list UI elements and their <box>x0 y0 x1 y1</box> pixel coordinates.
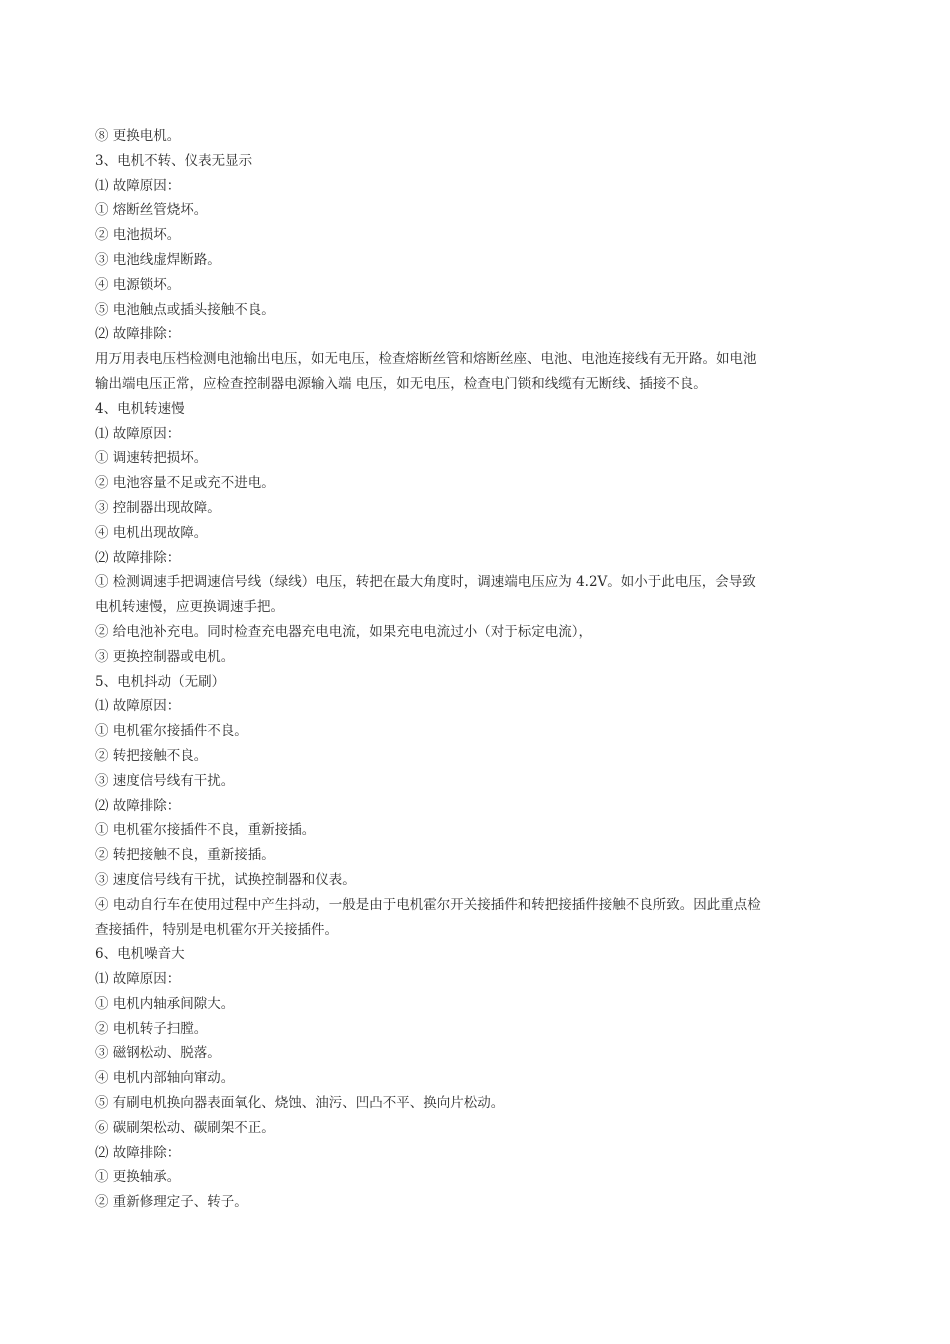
text-line: ⑴ 故障原因： <box>95 971 181 988</box>
text-line: ⑧ 更换电机。 <box>95 128 181 144</box>
text-line: ① 检测调速手把调速信号线（绿线）电压，转把在最大角度时，调速端电压应为 4.2V。如小于此电压，会导致 <box>95 574 756 591</box>
text-line: ② 电池容量不足或充不进电。 <box>95 475 275 492</box>
text-line: ① 调速转把损坏。 <box>95 450 208 467</box>
text-line: ① 更换轴承。 <box>95 1169 181 1186</box>
text-line: ⑤ 电池触点或插头接触不良。 <box>95 301 275 318</box>
text-line: ③ 磁钢松动、脱落。 <box>95 1045 221 1062</box>
text-line: ⑴ 故障原因： <box>95 425 181 442</box>
text-line: ② 重新修理定子、转子。 <box>95 1194 248 1211</box>
text-line: 查接插件，特别是电机霍尔开关接插件。 <box>95 921 338 938</box>
text-line: ② 转把接触不良。 <box>95 747 208 764</box>
text-line: ③ 速度信号线有干扰。 <box>95 772 235 789</box>
text-line: ① 电机内轴承间隙大。 <box>95 995 235 1012</box>
text-line: ⑵ 故障排除： <box>95 326 181 343</box>
text-line: 用万用表电压档检测电池输出电压，如无电压，检查熔断丝管和熔断丝座、电池、电池连接线有无开路。如电池 <box>95 351 757 368</box>
text-line: ④ 电机出现故障。 <box>95 524 208 541</box>
text-line: ① 电机霍尔接插件不良，重新接插。 <box>95 822 316 839</box>
text-line: ⑵ 故障排除： <box>95 1144 181 1161</box>
text-line: ⑴ 故障原因： <box>95 698 181 715</box>
text-line: ⑵ 故障排除： <box>95 549 181 566</box>
text-line: ③ 速度信号线有干扰，试换控制器和仪表。 <box>95 871 356 888</box>
text-line: ④ 电动自行车在使用过程中产生抖动，一般是由于电机霍尔开关接插件和转把接插件接触不良所致。因此重点检 <box>95 896 761 913</box>
section-heading: 3、电机不转、仪表无显示 <box>95 152 253 169</box>
text-line: ③ 更换控制器或电机。 <box>95 648 235 665</box>
text-line: ② 电池损坏。 <box>95 227 181 244</box>
text-line: ② 电机转子扫膛。 <box>95 1020 208 1037</box>
text-line: ③ 控制器出现故障。 <box>95 499 221 516</box>
text-line: ③ 电池线虚焊断路。 <box>95 251 221 268</box>
section-heading: 4、电机转速慢 <box>95 400 185 417</box>
document-body <box>95 124 885 1215</box>
text-line: ① 电机霍尔接插件不良。 <box>95 723 248 740</box>
text-line: 电机转速慢，应更换调速手把。 <box>95 599 284 616</box>
text-line: ④ 电源锁坏。 <box>95 276 181 293</box>
text-line: ⑵ 故障排除： <box>95 797 181 814</box>
text-line: 输出端电压正常，应检查控制器电源输入端 电压，如无电压，检查电门锁和线缆有无断线、插接不良。 <box>95 375 707 392</box>
section-heading: 5、电机抖动（无刷） <box>95 673 226 690</box>
text-line: ⑥ 碳刷架松动、碳刷架不正。 <box>95 1119 275 1136</box>
text-line: ② 给电池补充电。同时检查充电器充电电流，如果充电电流过小（对于标定电流）， <box>95 623 593 640</box>
text-line: ① 熔断丝管烧坏。 <box>95 202 208 219</box>
text-line: ④ 电机内部轴向窜动。 <box>95 1070 235 1087</box>
text-line: ⑤ 有刷电机换向器表面氧化、烧蚀、油污、凹凸不平、换向片松动。 <box>95 1095 505 1112</box>
text-line: ⑴ 故障原因： <box>95 177 181 194</box>
section-heading: 6、电机噪音大 <box>95 946 185 963</box>
text-line: ② 转把接触不良，重新接插。 <box>95 847 275 864</box>
